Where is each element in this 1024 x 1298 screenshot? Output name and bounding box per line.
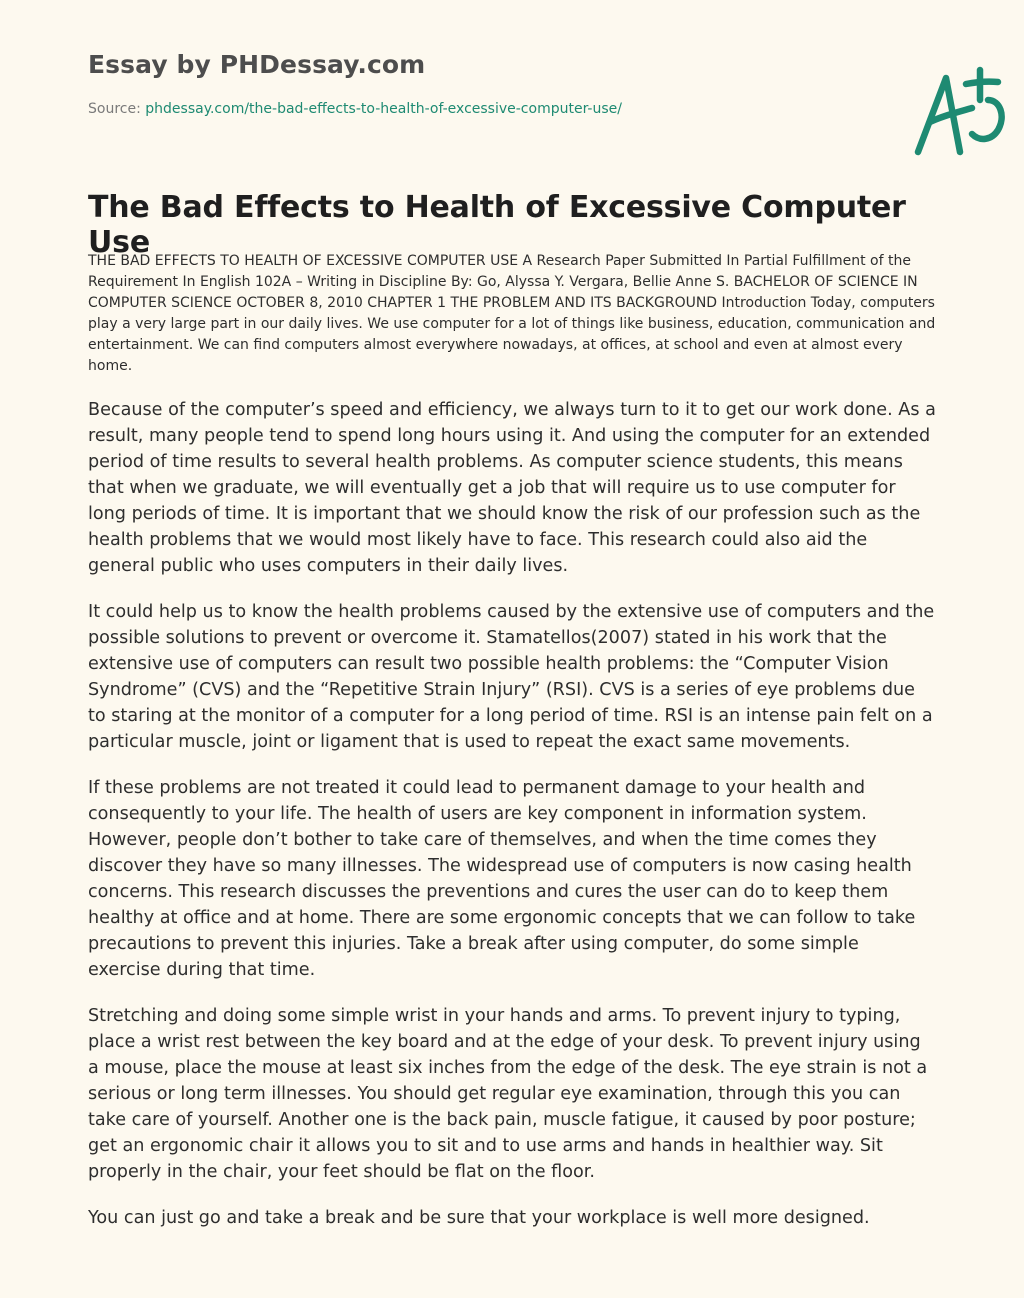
source-link[interactable]: phdessay.com/the-bad-effects-to-health-of-excessive-computer-use/ [145, 101, 622, 117]
source-label: Source: [88, 101, 146, 117]
essay-body [88, 397, 936, 1251]
source-line [88, 101, 622, 117]
essay-paragraph: Because of the computer’s speed and efficiency, we always turn to it to get our work done. As a result, many people tend to spend long hours using it. And using the computer for an extended period of time results to several health problems. As computer science students, this means that when we graduate, we will eventually get a job that will require us to use computer for long periods of time. It is important that we should know the risk of our profession such as the health problems that we would most likely have to face. This research could also aid the general public who uses computers in their daily lives. [88, 400, 936, 576]
a-plus-grade-icon [908, 64, 1018, 164]
essay-paragraph: Stretching and doing some simple wrist in your hands and arms. To prevent injury to typing, place a wrist rest between the key board and at the edge of your desk. To prevent injury using a mouse, place the mouse at least six inches from the edge of the desk. The eye strain is not a serious or long term illnesses. You should get regular eye examination, through this you can take care of yourself. Another one is the back pain, muscle fatigue, it caused by poor posture; get an ergonomic chair it allows you to sit and to use arms and hands in healthier way. Sit properly in the chair, your feet should be flat on the floor. [88, 1006, 928, 1182]
essay-paragraph: It could help us to know the health problems caused by the extensive use of computers and the possible solutions to prevent or overcome it. Stamatellos(2007) stated in his work that the extensive use of computers can result two possible health problems: the “Computer Vision Syndrome” (CVS) and the “Repetitive Strain Injury” (RSI). CVS is a series of eye problems due to staring at the monitor of a computer for a long period of time. RSI is an intense pain felt on a particular muscle, joint or ligament that is used to repeat the exact same movements. [88, 602, 935, 752]
essay-intro: THE BAD EFFECTS TO HEALTH OF EXCESSIVE COMPUTER USE A Research Paper Submitted In Partial Fulfillment of the Requirement In English 102A – Writing in Discipline By: Go, Alyssa Y. Vergara, Bellie Anne S. BACHELOR OF SCIENCE IN COMPUTER SCIENCE OCTOBER 8, 2010 CHAPTER 1 THE PROBLEM AND ITS BACKGROUND Introduction Today, computers play a very large part in our daily lives. We use computer for a lot of things like business, education, communication and entertainment. We can find computers almost everywhere nowadays, at offices, at school and even at almost every home. [88, 253, 936, 374]
essay-paragraph: You can just go and take a break and be sure that your workplace is well more designed. [88, 1208, 870, 1228]
essay-title: The Bad Effects to Health of Excessive Computer Use [88, 190, 906, 260]
site-brand: Essay by PHDessay.com [88, 50, 426, 79]
essay-paragraph: If these problems are not treated it could lead to permanent damage to your health and consequently to your life. The health of users are key component in information system. However, people don’t bother to take care of themselves, and when the time comes they discover they have so many illnesses. The widespread use of computers is now casing health concerns. This research discusses the preventions and cures the user can do to keep them healthy at office and at home. There are some ergonomic concepts that we can follow to take precautions to prevent this injuries. Take a break after using computer, do some simple exercise during that time. [88, 778, 916, 980]
